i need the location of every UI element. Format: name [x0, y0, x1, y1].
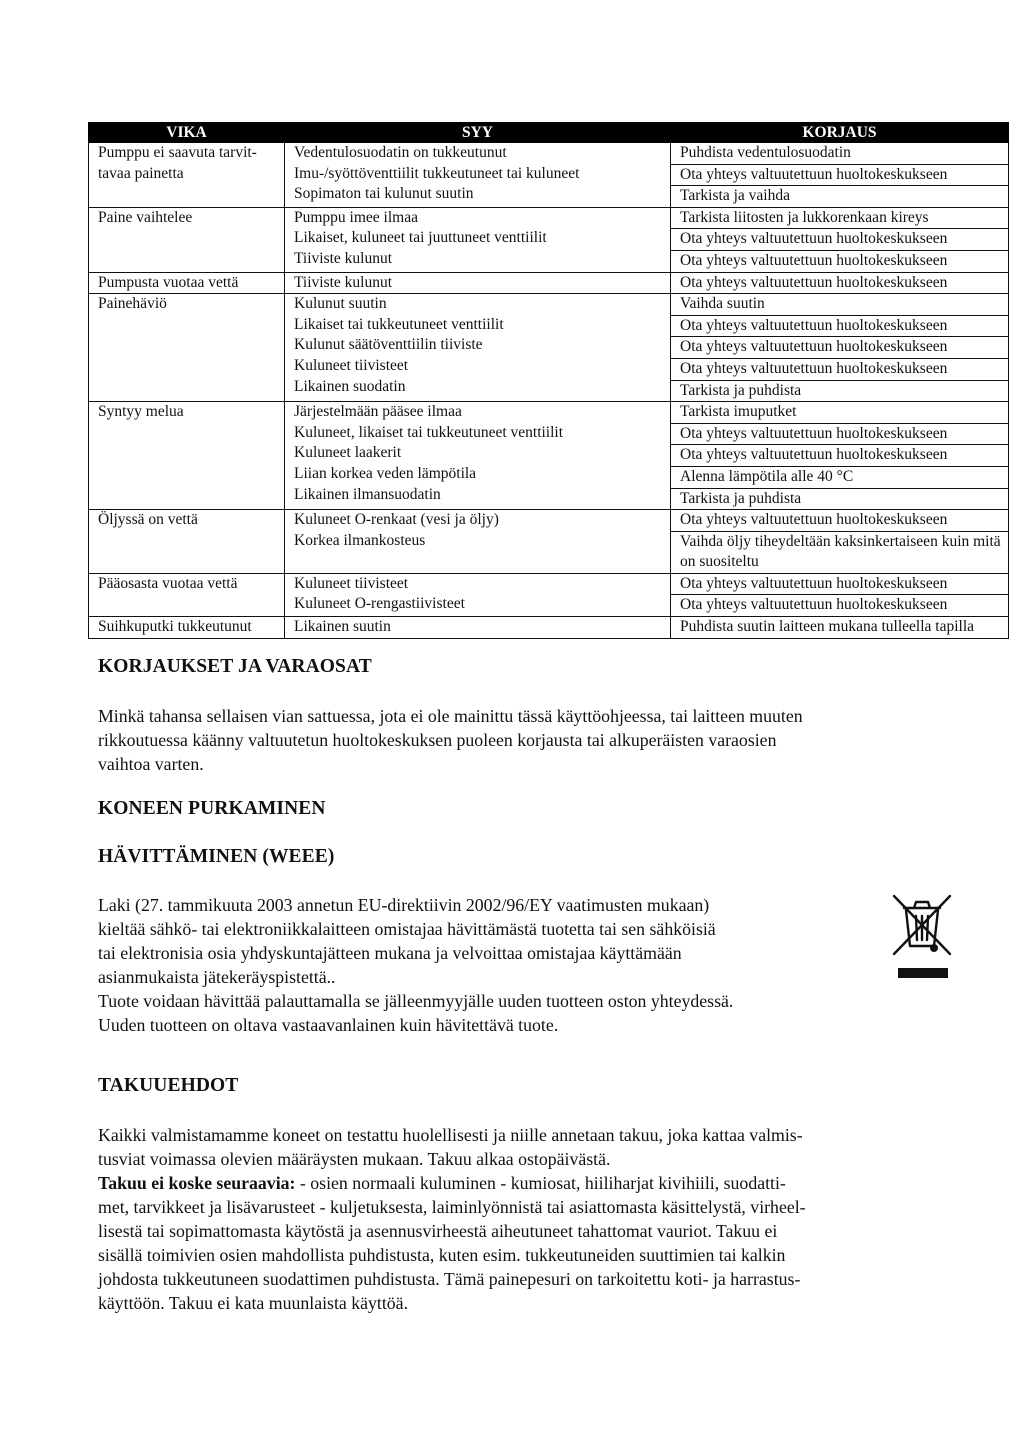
cause-text: Likainen suutin [294, 618, 391, 636]
disposal-line: asianmukaista jätekeräyspistettä.. [98, 967, 336, 987]
cause-cell [285, 272, 671, 294]
repairs-line: rikkoutuessa käänny valtuutetun huoltokeskuksen puoleen korjausta tai alkuperäisten varaosien [98, 730, 777, 750]
cause-text: Pumppu imee ilmaa [294, 208, 418, 226]
fault-text: Öljyssä on vettä [98, 511, 198, 529]
disposal-line: Uuden tuotteen on oltava vastaavanlainen kuin hävitettävä tuote. [98, 1015, 559, 1035]
warranty-exclusions-label: Takuu ei koske seuraavia: [98, 1173, 296, 1193]
repairs-paragraph [98, 704, 803, 776]
table-row [89, 617, 1009, 639]
table-row [89, 272, 1009, 294]
cause-text: Kuluneet laakerit [294, 444, 402, 462]
disposal-line: tai elektronisia osia yhdyskuntajätteen mukana ja velvoittaa omistajaa käyttämään [98, 943, 682, 963]
fault-text: Painehäviö [98, 295, 167, 313]
fault-cell [89, 573, 285, 616]
fix-text: Ota yhteys valtuutettuun huoltokeskukseen [671, 510, 1008, 532]
fix-text: Tarkista ja puhdista [680, 381, 802, 399]
disposal-line: kieltää sähkö- tai elektroniikkalaitteen omistajaa hävittämästä tuotetta tai sen sähköisiä [98, 919, 716, 939]
fix-text: Tarkista liitosten ja lukkorenkaan kireys [671, 208, 1008, 230]
warranty-line: Kaikki valmistamamme koneet on testattu huolellisesti ja niille annetaan takuu, joka kattaa valmis- [98, 1125, 803, 1145]
fix-cell [671, 510, 1009, 574]
fix-text: Ota yhteys valtuutettuun huoltokeskukseen [671, 359, 1008, 381]
cause-text: Kuluneet O-rengastiivisteet [294, 595, 465, 613]
cause-text: Kulunut suutin [294, 295, 387, 313]
cause-text: Likaiset, kuluneet tai juuttuneet venttiilit [294, 229, 547, 247]
crossed-out-wheelie-bin-icon [890, 892, 954, 980]
cause-text: Vedentulosuodatin on tukkeutunut [294, 144, 507, 161]
fix-text: Ota yhteys valtuutettuun huoltokeskukseen [671, 424, 1008, 446]
fix-cell [671, 294, 1009, 402]
repairs-line: Minkä tahansa sellaisen vian sattuessa, jota ei ole mainittu tässä käyttöohjeessa, tai laitteen muuten [98, 706, 803, 726]
warranty-exclusions-line [98, 1171, 806, 1195]
table-row [89, 207, 1009, 272]
fix-cell [671, 402, 1009, 510]
cause-text: Likainen suodatin [294, 377, 406, 395]
fix-text: Vaihda öljy tiheydeltään kaksinkertaiseen kuin mitä on suositeltu [680, 532, 1001, 571]
header-cause: SYY [285, 123, 671, 143]
fault-cell [89, 207, 285, 272]
cause-text: Tiiviste kulunut [294, 273, 393, 291]
cause-text: Liian korkea veden lämpötila [294, 464, 477, 482]
repairs-line: vaihtoa varten. [98, 754, 204, 774]
disposal-heading: HÄVITTÄMINEN (WEEE) [98, 846, 335, 867]
fault-cell [89, 143, 285, 208]
table-body [89, 143, 1009, 639]
fix-text: Ota yhteys valtuutettuun huoltokeskukseen [671, 337, 1008, 359]
fault-cell [89, 617, 285, 639]
fix-text: Tarkista ja vaihda [680, 187, 790, 205]
cause-text: Likainen ilmansuodatin [294, 485, 441, 503]
fix-text: Puhdista suutin laitteen mukana tulleella tapilla [680, 618, 975, 636]
fault-cell [89, 272, 285, 294]
warranty-line: met, tarvikkeet ja lisävarusteet - kuljetuksesta, laiminlyönnistä tai asiattomasta käsittelystä, virheel- [98, 1197, 806, 1217]
cause-text: Kuluneet O-renkaat (vesi ja öljy) [294, 511, 499, 529]
dismantling-heading: KONEEN PURKAMINEN [98, 798, 326, 819]
fix-text: Tarkista imuputket [671, 402, 1008, 424]
cause-cell [285, 510, 671, 574]
fault-text: Syntyy melua [98, 403, 184, 421]
fix-text: Ota yhteys valtuutettuun huoltokeskukseen [671, 445, 1008, 467]
warranty-exclusions-text: - osien normaali kuluminen - kumiosat, hiiliharjat kivihiili, suodatti- [295, 1173, 786, 1193]
fix-cell [671, 617, 1009, 639]
fix-text: Ota yhteys valtuutettuun huoltokeskukseen [680, 596, 948, 614]
header-fix: KORJAUS [671, 123, 1009, 143]
fix-text: Ota yhteys valtuutettuun huoltokeskukseen [671, 316, 1008, 338]
cause-cell [285, 143, 671, 208]
table-row [89, 294, 1009, 402]
warranty-line: käyttöön. Takuu ei kata muunlaista käyttöä. [98, 1293, 409, 1313]
cause-text: Sopimaton tai kulunut suutin [294, 185, 474, 203]
disposal-line: Tuote voidaan hävittää palauttamalla se jälleenmyyjälle uuden tuotteen oston yhteydessä. [98, 991, 734, 1011]
repairs-heading: KORJAUKSET JA VARAOSAT [98, 656, 372, 677]
fix-text: Puhdista vedentulosuodatin [671, 143, 1008, 165]
cause-cell [285, 294, 671, 402]
fix-text: Ota yhteys valtuutettuun huoltokeskukseen [671, 574, 1008, 596]
warranty-line: tusviat voimassa olevien määräysten mukaan. Takuu alkaa ostopäivästä. [98, 1149, 611, 1169]
fault-cell [89, 294, 285, 402]
cause-cell [285, 617, 671, 639]
table-row [89, 573, 1009, 616]
fix-text: Vaihda suutin [671, 294, 1008, 316]
header-fault: VIKA [89, 123, 285, 143]
table-row [89, 143, 1009, 208]
fault-cell [89, 510, 285, 574]
fix-cell [671, 207, 1009, 272]
cause-text: Kuluneet, likaiset tai tukkeutuneet venttiilit [294, 423, 564, 441]
fix-cell [671, 143, 1009, 208]
fault-text: Pumpusta vuotaa vettä [98, 273, 239, 291]
fault-text: Suihkuputki tukkeutunut [98, 618, 252, 636]
fix-text: Ota yhteys valtuutettuun huoltokeskukseen [680, 251, 948, 269]
disposal-paragraph [98, 893, 733, 1037]
warranty-line: johdosta tukkeutuneen suodattimen puhdistusta. Tämä painepesuri on tarkoitettu koti- ja harrastus- [98, 1269, 801, 1289]
fix-text: Alenna lämpötila alle 40 °C [671, 467, 1008, 489]
table-row [89, 510, 1009, 574]
fault-text: tavaa painetta [98, 164, 184, 182]
fault-cell [89, 402, 285, 510]
warranty-line: sisällä toimivien osien mahdollista puhdistusta, kuten esim. tukkeutuneiden suuttimien tai kalkin [98, 1245, 786, 1265]
cause-text: Kulunut säätöventtiilin tiiviste [294, 336, 483, 354]
warranty-line: lisestä tai sopimattomasta käytöstä ja asennusvirheestä aiheutuneet tahattomat vauriot. Takuu ei [98, 1221, 778, 1241]
cause-text: Korkea ilmankosteus [294, 531, 426, 549]
cause-text: Imu-/syöttöventtiilit tukkeutuneet tai kuluneet [294, 164, 580, 182]
fix-text: Ota yhteys valtuutettuun huoltokeskukseen [671, 229, 1008, 251]
fault-text: Pumppu ei saavuta tarvit- [98, 144, 257, 161]
table-header-row [89, 123, 1009, 143]
warranty-heading: TAKUUEHDOT [98, 1075, 239, 1096]
fix-text: Tarkista ja puhdista [680, 489, 802, 507]
fix-cell [671, 573, 1009, 616]
fault-text: Pääosasta vuotaa vettä [98, 574, 238, 592]
disposal-line: Laki (27. tammikuuta 2003 annetun EU-direktiivin 2002/96/EY vaatimusten mukaan) [98, 895, 710, 915]
cause-cell [285, 207, 671, 272]
cause-text: Kuluneet tiivisteet [294, 574, 409, 592]
cause-text: Likaiset tai tukkeutuneet venttiilit [294, 315, 504, 333]
fix-cell [671, 272, 1009, 294]
cause-cell [285, 573, 671, 616]
cause-text: Tiiviste kulunut [294, 249, 393, 267]
fault-text: Paine vaihtelee [98, 208, 193, 226]
fix-text: Ota yhteys valtuutettuun huoltokeskukseen [671, 165, 1008, 187]
cause-text: Järjestelmään pääsee ilmaa [294, 403, 462, 421]
cause-cell [285, 402, 671, 510]
cause-text: Kuluneet tiivisteet [294, 356, 409, 374]
troubleshooting-table [88, 122, 1009, 639]
warranty-paragraph [98, 1123, 806, 1315]
fix-text: Ota yhteys valtuutettuun huoltokeskukseen [680, 273, 948, 291]
table-row [89, 402, 1009, 510]
